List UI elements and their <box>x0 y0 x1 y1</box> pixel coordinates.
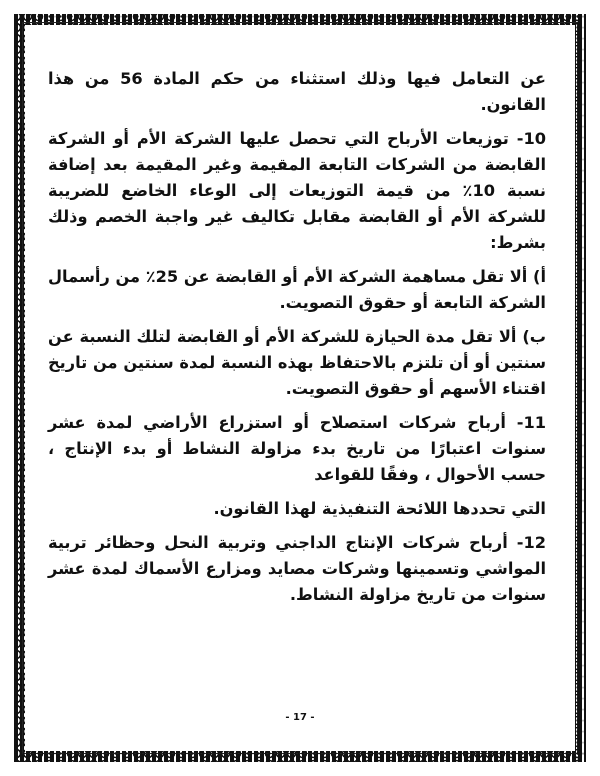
paragraph-condition-b: ب) ألا تقل مدة الحيازة للشركة الأم أو القابضة لتلك النسبة عن سنتين أو أن تلتزم بالاحتفاظ بهذه النسبة لمدة سنتين من تاريخ اقتناء الأسهم أو حقوق التصويت. <box>48 327 546 398</box>
paragraph-item-11: 11- أرباح شركات استصلاح أو استزراع الأراضي لمدة عشر سنوات اعتبارًا من تاريخ بدء مزاولة النشاط أو بدء الإنتاج ، حسب الأحوال ، وفقًا للقواعد <box>48 413 546 484</box>
page-number: - 17 - <box>285 712 315 723</box>
paragraph-item-12: 12- أرباح شركات الإنتاج الداجني وتربية النحل وحظائر تربية المواشي وتسمينها وشركات مصايد ومزارع الأسماك لمدة عشر سنوات من تاريخ مزاولة النشاط. <box>48 533 546 604</box>
paragraph-condition-a: أ) ألا تقل مساهمة الشركة الأم أو القابضة عن 25٪ من رأسمال الشركة التابعة أو حقوق التصويت. <box>48 267 546 312</box>
page-body <box>48 66 546 616</box>
paragraph-item-11-cont: التي تحددها اللائحة التنفيذية لهذا القانون. <box>213 499 546 518</box>
paragraph-item-10: 10- توزيعات الأرباح التي تحصل عليها الشركة الأم أو الشركة القابضة من الشركات التابعة المقيمة وغير المقيمة بعد إضافة نسبة 10٪ من قيمة التوزيعات إلى الوعاء الخاضع للضريبة للشركة الأم أو القابضة مقابل تكاليف غير واجبة الخصم وذلك بشرط: <box>48 129 546 252</box>
paragraph-continuation: عن التعامل فيها وذلك استثناء من حكم المادة 56 من هذا القانون. <box>48 69 546 114</box>
